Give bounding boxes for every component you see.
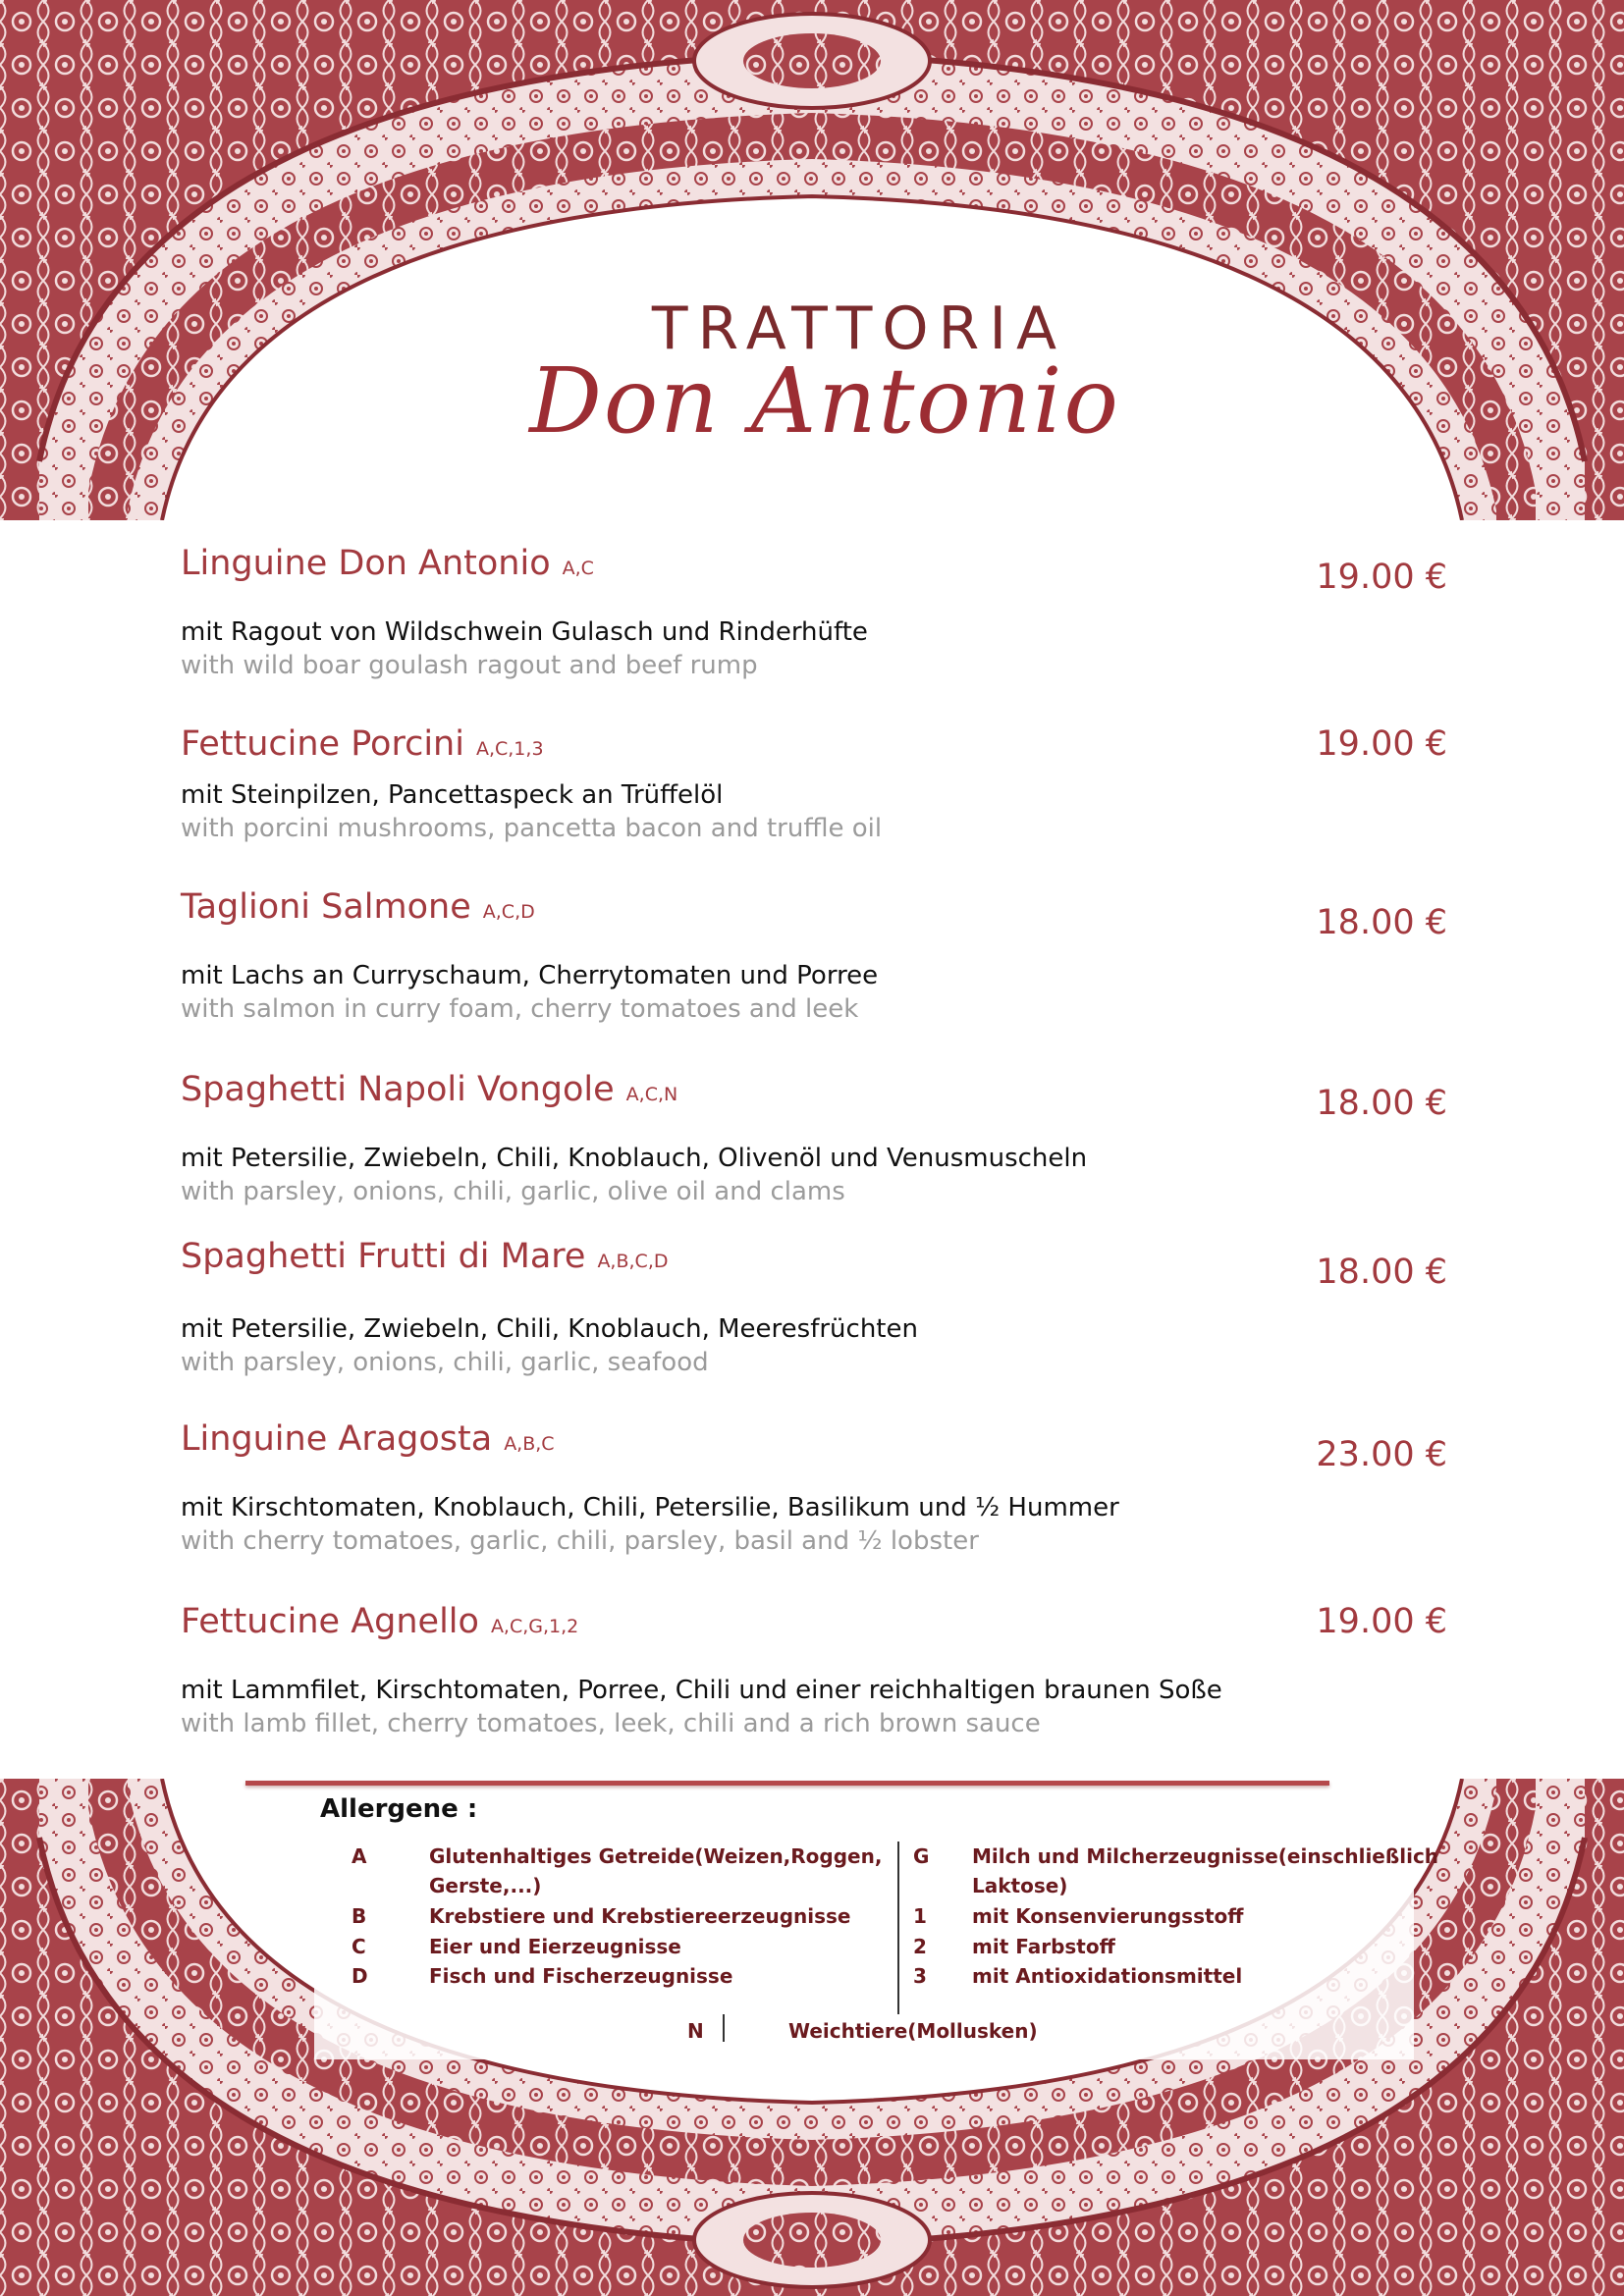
dish-name: Spaghetti Napoli Vongole A,C,N [181,1070,678,1109]
allergen-label: mit Antioxidationsmittel [972,1964,1243,1988]
allergen-label: Gerste,...) [429,1874,542,1897]
dish-allergens: A,C,N [625,1084,678,1105]
allergen-label: Eier und Eierzeugnisse [429,1935,681,1958]
allergen-code: 2 [913,1935,927,1958]
dish-description-en: with cherry tomatoes, garlic, chili, parsley, basil and ½ lobster [181,1526,979,1556]
dish-description-de: mit Petersilie, Zwiebeln, Chili, Knoblauch, Meeresfrüchten [181,1314,918,1344]
dish-allergens: A,C [562,558,594,579]
dish-name: Fettucine Agnello A,C,G,1,2 [181,1602,579,1641]
logo-don-antonio: Don Antonio [529,348,1120,454]
dish-name: Fettucine Porcini A,C,1,3 [181,724,544,764]
dish-description-de: mit Steinpilzen, Pancettaspeck an Trüffelöl [181,780,724,810]
allergen-code: A [352,1844,367,1868]
allergen-code: 3 [913,1964,927,1988]
dish-price: 19.00 € [1316,1602,1447,1641]
allergen-label: Fisch und Fischerzeugnisse [429,1964,733,1988]
dish-price: 18.00 € [1316,1253,1447,1292]
dish-description-de: mit Petersilie, Zwiebeln, Chili, Knoblauch, Olivenöl und Venusmuscheln [181,1144,1088,1173]
dish-name: Linguine Don Antonio A,C [181,544,594,583]
dish-allergens: A,B,C,D [597,1251,669,1272]
dish-price: 18.00 € [1316,903,1447,942]
allergen-code: 1 [913,1904,927,1928]
dish-description-de: mit Lachs an Curryschaum, Cherrytomaten und Porree [181,961,879,990]
allergen-label: Krebstiere und Krebstiereerzeugnisse [429,1904,851,1928]
menu-divider [245,1781,1329,1786]
allergen-code: G [913,1844,930,1868]
dish-description-de: mit Kirschtomaten, Knoblauch, Chili, Petersilie, Basilikum und ½ Hummer [181,1493,1119,1522]
dish-price: 18.00 € [1316,1084,1447,1123]
allergen-label: mit Konsenvierungsstoff [972,1904,1244,1928]
dish-description-en: with wild boar goulash ragout and beef rump [181,651,758,680]
allergen-label: mit Farbstoff [972,1935,1115,1958]
allergen-code: N [687,2019,704,2043]
dish-name: Linguine Aragosta A,B,C [181,1419,555,1459]
allergens-title: Allergene : [320,1794,478,1824]
dish-allergens: A,C,G,1,2 [490,1616,579,1637]
allergen-code: B [352,1904,367,1928]
allergen-label: Glutenhaltiges Getreide(Weizen,Roggen, [429,1844,883,1868]
dish-price: 19.00 € [1316,724,1447,764]
allergen-label: Milch und Milcherzeugnisse(einschließlich [972,1844,1439,1868]
dish-description-en: with parsley, onions, chili, garlic, olive oil and clams [181,1177,845,1206]
logo-trattoria: TRATTORIA [651,294,1067,363]
dish-price: 23.00 € [1316,1435,1447,1474]
dish-allergens: A,C,D [482,901,535,923]
dish-description-de: mit Lammfilet, Kirschtomaten, Porree, Chili und einer reichhaltigen braunen Soße [181,1676,1222,1705]
dish-description-en: with salmon in curry foam, cherry tomatoes and leek [181,994,859,1024]
dish-allergens: A,B,C [504,1433,555,1455]
allergens-separator [897,1842,899,2014]
dish-description-de: mit Ragout von Wildschwein Gulasch und Rinderhüfte [181,617,868,647]
dish-description-en: with lamb fillet, cherry tomatoes, leek, chili and a rich brown sauce [181,1709,1041,1738]
dish-name: Taglioni Salmone A,C,D [181,887,535,927]
allergen-label: Laktose) [972,1874,1068,1897]
dish-description-en: with porcini mushrooms, pancetta bacon and truffle oil [181,814,883,843]
allergen-code: D [352,1964,368,1988]
dish-description-en: with parsley, onions, chili, garlic, seafood [181,1348,709,1377]
dish-name: Spaghetti Frutti di Mare A,B,C,D [181,1237,669,1276]
allergen-label: Weichtiere(Mollusken) [788,2019,1038,2043]
allergen-code: C [352,1935,366,1958]
restaurant-logo [412,294,1237,452]
dish-price: 19.00 € [1316,558,1447,597]
dish-allergens: A,C,1,3 [475,738,544,760]
allergens-separator-small [723,2014,725,2042]
